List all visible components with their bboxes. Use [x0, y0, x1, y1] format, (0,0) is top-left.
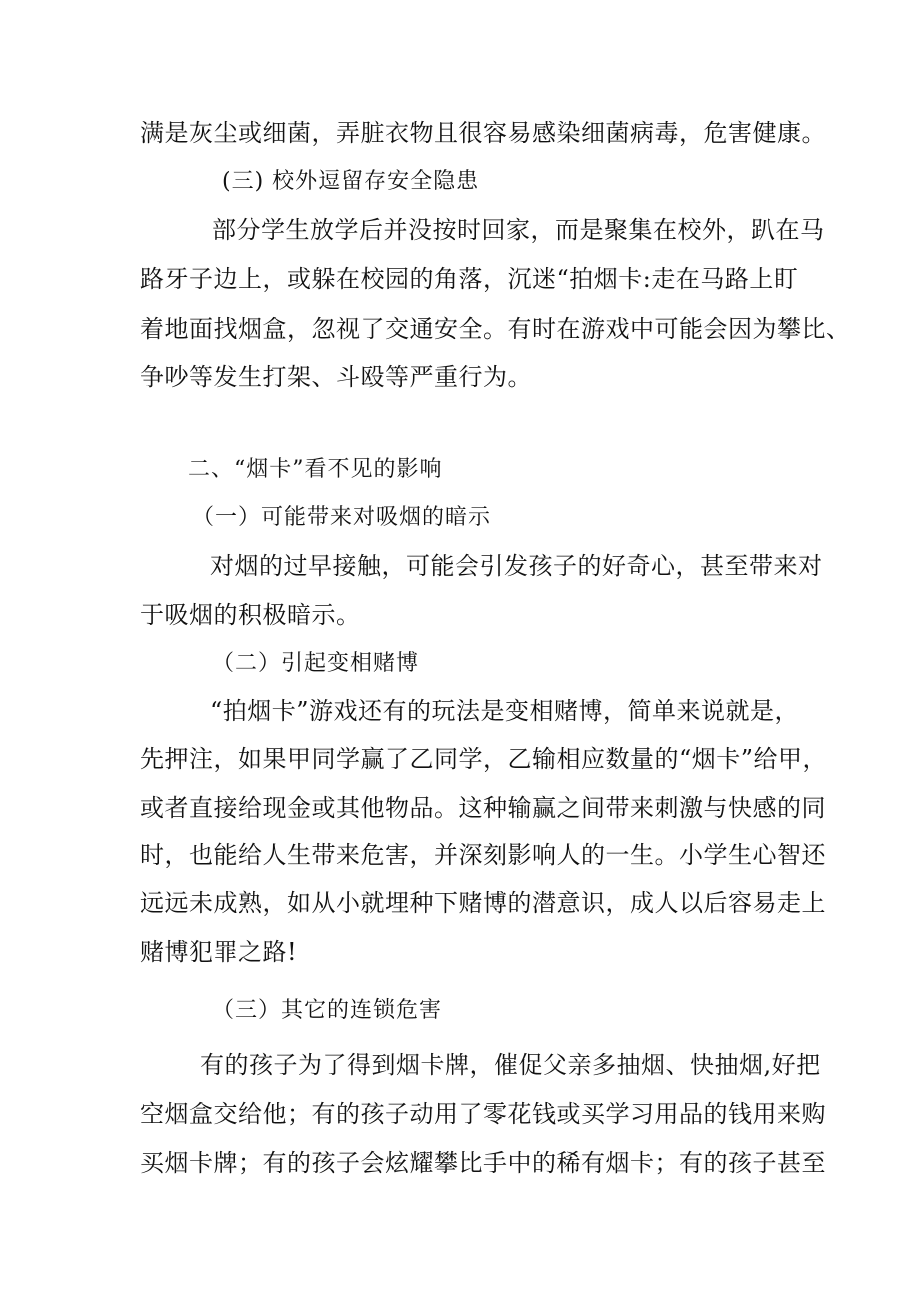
paragraph-line: 部分学生放学后并没按时回家，而是聚集在校外，趴在马 [212, 216, 825, 244]
paragraph-line: 路牙子边上，或躲在校园的角落，沉迷“拍烟卡:走在马路上盯 [140, 265, 799, 293]
chapter-heading-2: 二、“烟卡”看不见的影响 [188, 457, 443, 482]
paragraph-line: 着地面找烟盒，忽视了交通安全。有时在游戏中可能会因为攀比、 [140, 315, 851, 343]
subsection-heading-1: （一）可能带来对吸烟的暗示 [192, 505, 492, 530]
paragraph-line: 空烟盒交给他；有的孩子动用了零花钱或买学习用品的钱用来购 [140, 1100, 826, 1128]
paragraph-line: 有的孩子为了得到烟卡牌，催促父亲多抽烟、快抽烟,好把 [200, 1051, 821, 1079]
paragraph-line: 买烟卡牌；有的孩子会炫耀攀比手中的稀有烟卡；有的孩子甚至 [140, 1149, 826, 1177]
subsection-heading-2: （二）引起变相赌博 [212, 651, 420, 676]
paragraph-line: 满是灰尘或细菌，弄脏衣物且很容易感染细菌病毒，危害健康。 [140, 119, 826, 147]
paragraph-line: 赌博犯罪之路! [140, 938, 298, 966]
paragraph-line: 远远未成熟，如从小就埋种下赌博的潜意识，成人以后容易走上 [140, 889, 826, 917]
paragraph-line: 争吵等发生打架、斗殴等严重行为。 [140, 363, 532, 391]
subsection-heading-3: （三）其它的连锁危害 [212, 998, 443, 1023]
paragraph-line: 于吸烟的积极暗示。 [140, 601, 361, 629]
paragraph-line: 时，也能给人生带来危害，并深刻影响人的一生。小学生心智还 [140, 841, 826, 869]
paragraph-line: 先押注，如果甲同学赢了乙同学，乙输相应数量的“烟卡”给甲， [140, 745, 828, 773]
paragraph-line: “拍烟卡”游戏还有的玩法是变相赌博，简单来说就是， [210, 697, 800, 725]
section-heading-3: (三) 校外逗留存安全隐患 [222, 169, 480, 194]
paragraph-line: 或者直接给现金或其他物品。这种输赢之间带来刺激与快感的同 [140, 794, 826, 822]
paragraph-line: 对烟的过早接触，可能会引发孩子的好奇心，甚至带来对 [210, 552, 823, 580]
